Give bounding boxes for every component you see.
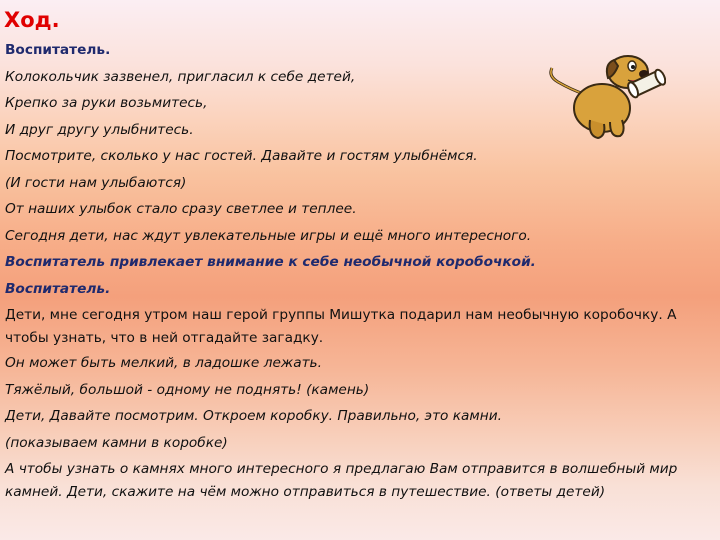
text-line: От наших улыбок стало сразу светлее и теплее. <box>5 201 357 217</box>
text-paragraph: Дети, мне сегодня утром наш герой группы Мишутка подарил нам необычную коробочку. А чтобы узнать, что в ней отгадайте загадку. <box>5 307 677 346</box>
text-line: Сегодня дети, нас ждут увлекательные игры и ещё много интересного. <box>5 227 532 244</box>
speaker-heading: Воспитатель. <box>5 42 111 58</box>
text-paragraph: А чтобы узнать о камнях много интересного я предлагаю Вам отправится в волшебный мир камней. Дети, скажите на чём можно отправиться в путешествие. (ответы детей) <box>5 461 678 500</box>
speaker-heading: Воспитатель. <box>5 280 111 297</box>
slide-title: Ход. <box>4 8 60 32</box>
dog-with-scroll-icon <box>544 50 666 142</box>
riddle-line: Тяжёлый, большой - одному не поднять! (камень) <box>5 381 370 398</box>
poem-line: И друг другу улыбнитесь. <box>5 121 194 138</box>
text-line: Дети, Давайте посмотрим. Откроем коробку. Правильно, это камни. <box>5 408 502 424</box>
poem-line: Крепко за руки возьмитесь, <box>5 95 208 111</box>
text-line: Посмотрите, сколько у нас гостей. Давайте и гостям улыбнёмся. <box>5 148 478 164</box>
stage-direction: Воспитатель привлекает внимание к себе необычной коробочкой. <box>5 254 536 270</box>
poem-line: Колокольчик зазвенел, пригласил к себе детей, <box>5 68 356 85</box>
riddle-line: Он может быть мелкий, в ладошке лежать. <box>5 355 322 371</box>
text-line: (показываем камни в коробке) <box>5 434 228 451</box>
text-line: (И гости нам улыбаются) <box>5 174 187 191</box>
